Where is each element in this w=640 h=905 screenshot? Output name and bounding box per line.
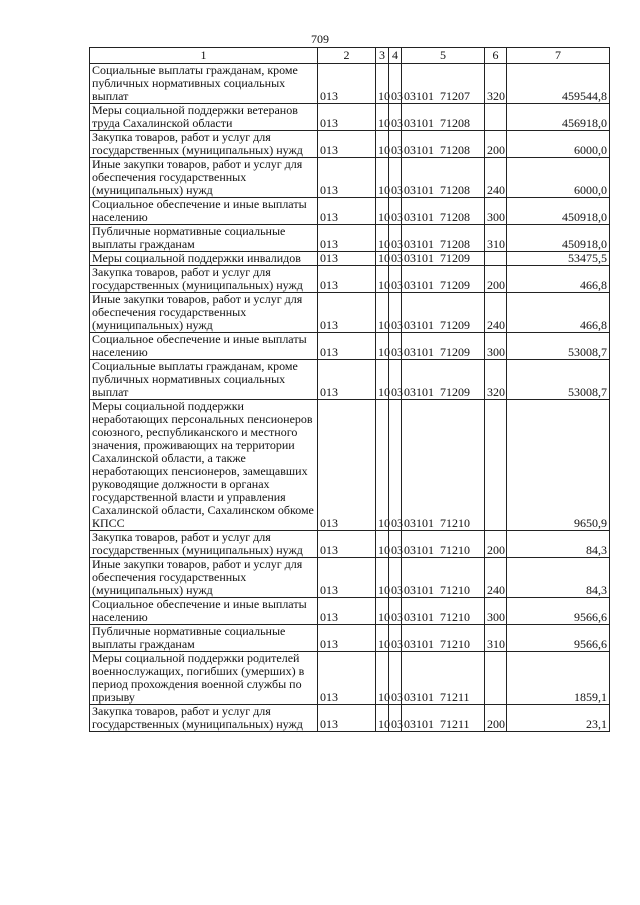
row-code-4: 03 — [389, 293, 402, 333]
row-code-2: 013 — [318, 64, 376, 104]
row-code-5: 03101 71211 — [402, 705, 485, 732]
row-name: Иные закупки товаров, работ и услуг для обеспечения государственных (муниципальных) нужд — [90, 558, 318, 598]
row-code-4: 03 — [389, 531, 402, 558]
row-code-3: 10 — [376, 558, 389, 598]
table-row — [90, 225, 610, 252]
row-code-2: 013 — [318, 293, 376, 333]
row-code-5: 03101 71210 — [402, 598, 485, 625]
row-code-4: 03 — [389, 131, 402, 158]
row-code-6: 200 — [485, 131, 507, 158]
row-code-2: 013 — [318, 360, 376, 400]
row-code-5: 03101 71208 — [402, 131, 485, 158]
table-row — [90, 131, 610, 158]
row-name: Иные закупки товаров, работ и услуг для обеспечения государственных (муниципальных) нужд — [90, 293, 318, 333]
row-code-2: 013 — [318, 400, 376, 531]
row-amount: 6000,0 — [507, 131, 610, 158]
table-row — [90, 598, 610, 625]
row-code-6: 320 — [485, 64, 507, 104]
row-code-6 — [485, 104, 507, 131]
row-code-4: 03 — [389, 333, 402, 360]
row-code-4: 03 — [389, 64, 402, 104]
row-code-3: 10 — [376, 64, 389, 104]
row-code-3: 10 — [376, 333, 389, 360]
row-code-5: 03101 71210 — [402, 531, 485, 558]
row-code-4: 03 — [389, 400, 402, 531]
row-code-6: 320 — [485, 360, 507, 400]
col-header-4: 4 — [389, 48, 402, 64]
row-name: Меры социальной поддержки родителей военнослужащих, погибших (умерших) в период прохождения военной службы по призыву — [90, 652, 318, 705]
row-amount: 53008,7 — [507, 333, 610, 360]
row-code-5: 03101 71208 — [402, 104, 485, 131]
row-code-4: 03 — [389, 558, 402, 598]
row-code-3: 10 — [376, 598, 389, 625]
row-code-5: 03101 71208 — [402, 225, 485, 252]
row-code-4: 03 — [389, 360, 402, 400]
row-code-6 — [485, 652, 507, 705]
row-code-2: 013 — [318, 558, 376, 598]
table-row — [90, 400, 610, 531]
row-name: Социальное обеспечение и иные выплаты населению — [90, 198, 318, 225]
table-row — [90, 625, 610, 652]
col-header-5: 5 — [402, 48, 485, 64]
table-row — [90, 64, 610, 104]
row-code-3: 10 — [376, 158, 389, 198]
row-code-6: 310 — [485, 625, 507, 652]
row-code-2: 013 — [318, 333, 376, 360]
row-code-3: 10 — [376, 225, 389, 252]
table-row — [90, 252, 610, 266]
row-code-5: 03101 71211 — [402, 652, 485, 705]
table-row — [90, 266, 610, 293]
table-row — [90, 705, 610, 732]
col-header-6: 6 — [485, 48, 507, 64]
row-code-3: 10 — [376, 360, 389, 400]
row-code-5: 03101 71208 — [402, 198, 485, 225]
row-code-2: 013 — [318, 104, 376, 131]
row-code-5: 03101 71210 — [402, 625, 485, 652]
row-amount: 53008,7 — [507, 360, 610, 400]
table-row — [90, 531, 610, 558]
row-code-6 — [485, 252, 507, 266]
row-amount: 450918,0 — [507, 198, 610, 225]
row-code-2: 013 — [318, 625, 376, 652]
row-amount: 9566,6 — [507, 625, 610, 652]
table-row — [90, 558, 610, 598]
row-amount: 53475,5 — [507, 252, 610, 266]
row-amount: 23,1 — [507, 705, 610, 732]
table-row — [90, 652, 610, 705]
row-name: Закупка товаров, работ и услуг для государственных (муниципальных) нужд — [90, 705, 318, 732]
row-amount: 456918,0 — [507, 104, 610, 131]
row-code-4: 03 — [389, 266, 402, 293]
page-number: 709 — [311, 32, 329, 46]
row-code-4: 03 — [389, 625, 402, 652]
row-code-2: 013 — [318, 531, 376, 558]
row-code-3: 10 — [376, 131, 389, 158]
row-code-6: 300 — [485, 333, 507, 360]
row-amount: 459544,8 — [507, 64, 610, 104]
row-code-3: 10 — [376, 198, 389, 225]
row-name: Иные закупки товаров, работ и услуг для обеспечения государственных (муниципальных) нужд — [90, 158, 318, 198]
row-code-5: 03101 71208 — [402, 158, 485, 198]
row-amount: 84,3 — [507, 558, 610, 598]
row-code-6: 240 — [485, 158, 507, 198]
table-row — [90, 104, 610, 131]
row-code-5: 03101 71210 — [402, 558, 485, 598]
row-code-6: 310 — [485, 225, 507, 252]
row-code-2: 013 — [318, 131, 376, 158]
row-code-4: 03 — [389, 705, 402, 732]
row-code-5: 03101 71209 — [402, 333, 485, 360]
table-row — [90, 360, 610, 400]
row-code-3: 10 — [376, 104, 389, 131]
row-code-3: 10 — [376, 625, 389, 652]
row-code-5: 03101 71209 — [402, 266, 485, 293]
row-code-2: 013 — [318, 652, 376, 705]
row-name: Публичные нормативные социальные выплаты гражданам — [90, 225, 318, 252]
row-name: Меры социальной поддержки инвалидов — [90, 252, 318, 266]
row-code-5: 03101 71209 — [402, 252, 485, 266]
row-code-3: 10 — [376, 531, 389, 558]
row-name: Социальные выплаты гражданам, кроме публичных нормативных социальных выплат — [90, 64, 318, 104]
row-name: Меры социальной поддержки ветеранов труда Сахалинской области — [90, 104, 318, 131]
header-row — [90, 48, 610, 64]
col-header-7: 7 — [507, 48, 610, 64]
row-code-6: 300 — [485, 198, 507, 225]
row-code-3: 10 — [376, 266, 389, 293]
row-code-2: 013 — [318, 266, 376, 293]
row-amount: 9566,6 — [507, 598, 610, 625]
row-code-3: 10 — [376, 400, 389, 531]
row-amount: 466,8 — [507, 293, 610, 333]
row-code-2: 013 — [318, 705, 376, 732]
row-amount: 9650,9 — [507, 400, 610, 531]
row-name: Социальное обеспечение и иные выплаты населению — [90, 598, 318, 625]
row-code-2: 013 — [318, 198, 376, 225]
row-code-4: 03 — [389, 198, 402, 225]
row-code-6: 200 — [485, 705, 507, 732]
row-amount: 466,8 — [507, 266, 610, 293]
row-code-3: 10 — [376, 652, 389, 705]
row-code-6: 300 — [485, 598, 507, 625]
col-header-2: 2 — [318, 48, 376, 64]
row-code-2: 013 — [318, 252, 376, 266]
row-amount: 450918,0 — [507, 225, 610, 252]
row-code-4: 03 — [389, 158, 402, 198]
row-code-2: 013 — [318, 158, 376, 198]
table-row — [90, 333, 610, 360]
row-name: Социальное обеспечение и иные выплаты населению — [90, 333, 318, 360]
row-code-2: 013 — [318, 598, 376, 625]
table-row — [90, 158, 610, 198]
row-code-3: 10 — [376, 293, 389, 333]
row-amount: 1859,1 — [507, 652, 610, 705]
row-name: Социальные выплаты гражданам, кроме публичных нормативных социальных выплат — [90, 360, 318, 400]
row-amount: 84,3 — [507, 531, 610, 558]
row-code-5: 03101 71210 — [402, 400, 485, 531]
row-code-3: 10 — [376, 252, 389, 266]
row-code-6: 200 — [485, 531, 507, 558]
row-code-4: 03 — [389, 652, 402, 705]
row-code-6 — [485, 400, 507, 531]
row-code-6: 200 — [485, 266, 507, 293]
row-name: Закупка товаров, работ и услуг для государственных (муниципальных) нужд — [90, 531, 318, 558]
row-name: Меры социальной поддержки неработающих персональных пенсионеров союзного, республиканского и местного значения, проживающих на территории Сахалинской области, а также неработающих пенсионеров, замещавших руководящие должности в органах государственной власти и управления Сахалинской области, Сахалинском обкоме КПСС — [90, 400, 318, 531]
row-code-4: 03 — [389, 252, 402, 266]
col-header-1: 1 — [90, 48, 318, 64]
row-code-6: 240 — [485, 293, 507, 333]
row-code-2: 013 — [318, 225, 376, 252]
row-code-4: 03 — [389, 598, 402, 625]
budget-table — [89, 47, 610, 732]
table-row — [90, 198, 610, 225]
row-code-5: 03101 71209 — [402, 293, 485, 333]
table-row — [90, 293, 610, 333]
row-code-6: 240 — [485, 558, 507, 598]
row-amount: 6000,0 — [507, 158, 610, 198]
row-name: Закупка товаров, работ и услуг для государственных (муниципальных) нужд — [90, 131, 318, 158]
col-header-3: 3 — [376, 48, 389, 64]
row-name: Публичные нормативные социальные выплаты гражданам — [90, 625, 318, 652]
row-code-4: 03 — [389, 225, 402, 252]
row-code-4: 03 — [389, 104, 402, 131]
row-code-5: 03101 71207 — [402, 64, 485, 104]
row-code-3: 10 — [376, 705, 389, 732]
row-name: Закупка товаров, работ и услуг для государственных (муниципальных) нужд — [90, 266, 318, 293]
row-code-5: 03101 71209 — [402, 360, 485, 400]
